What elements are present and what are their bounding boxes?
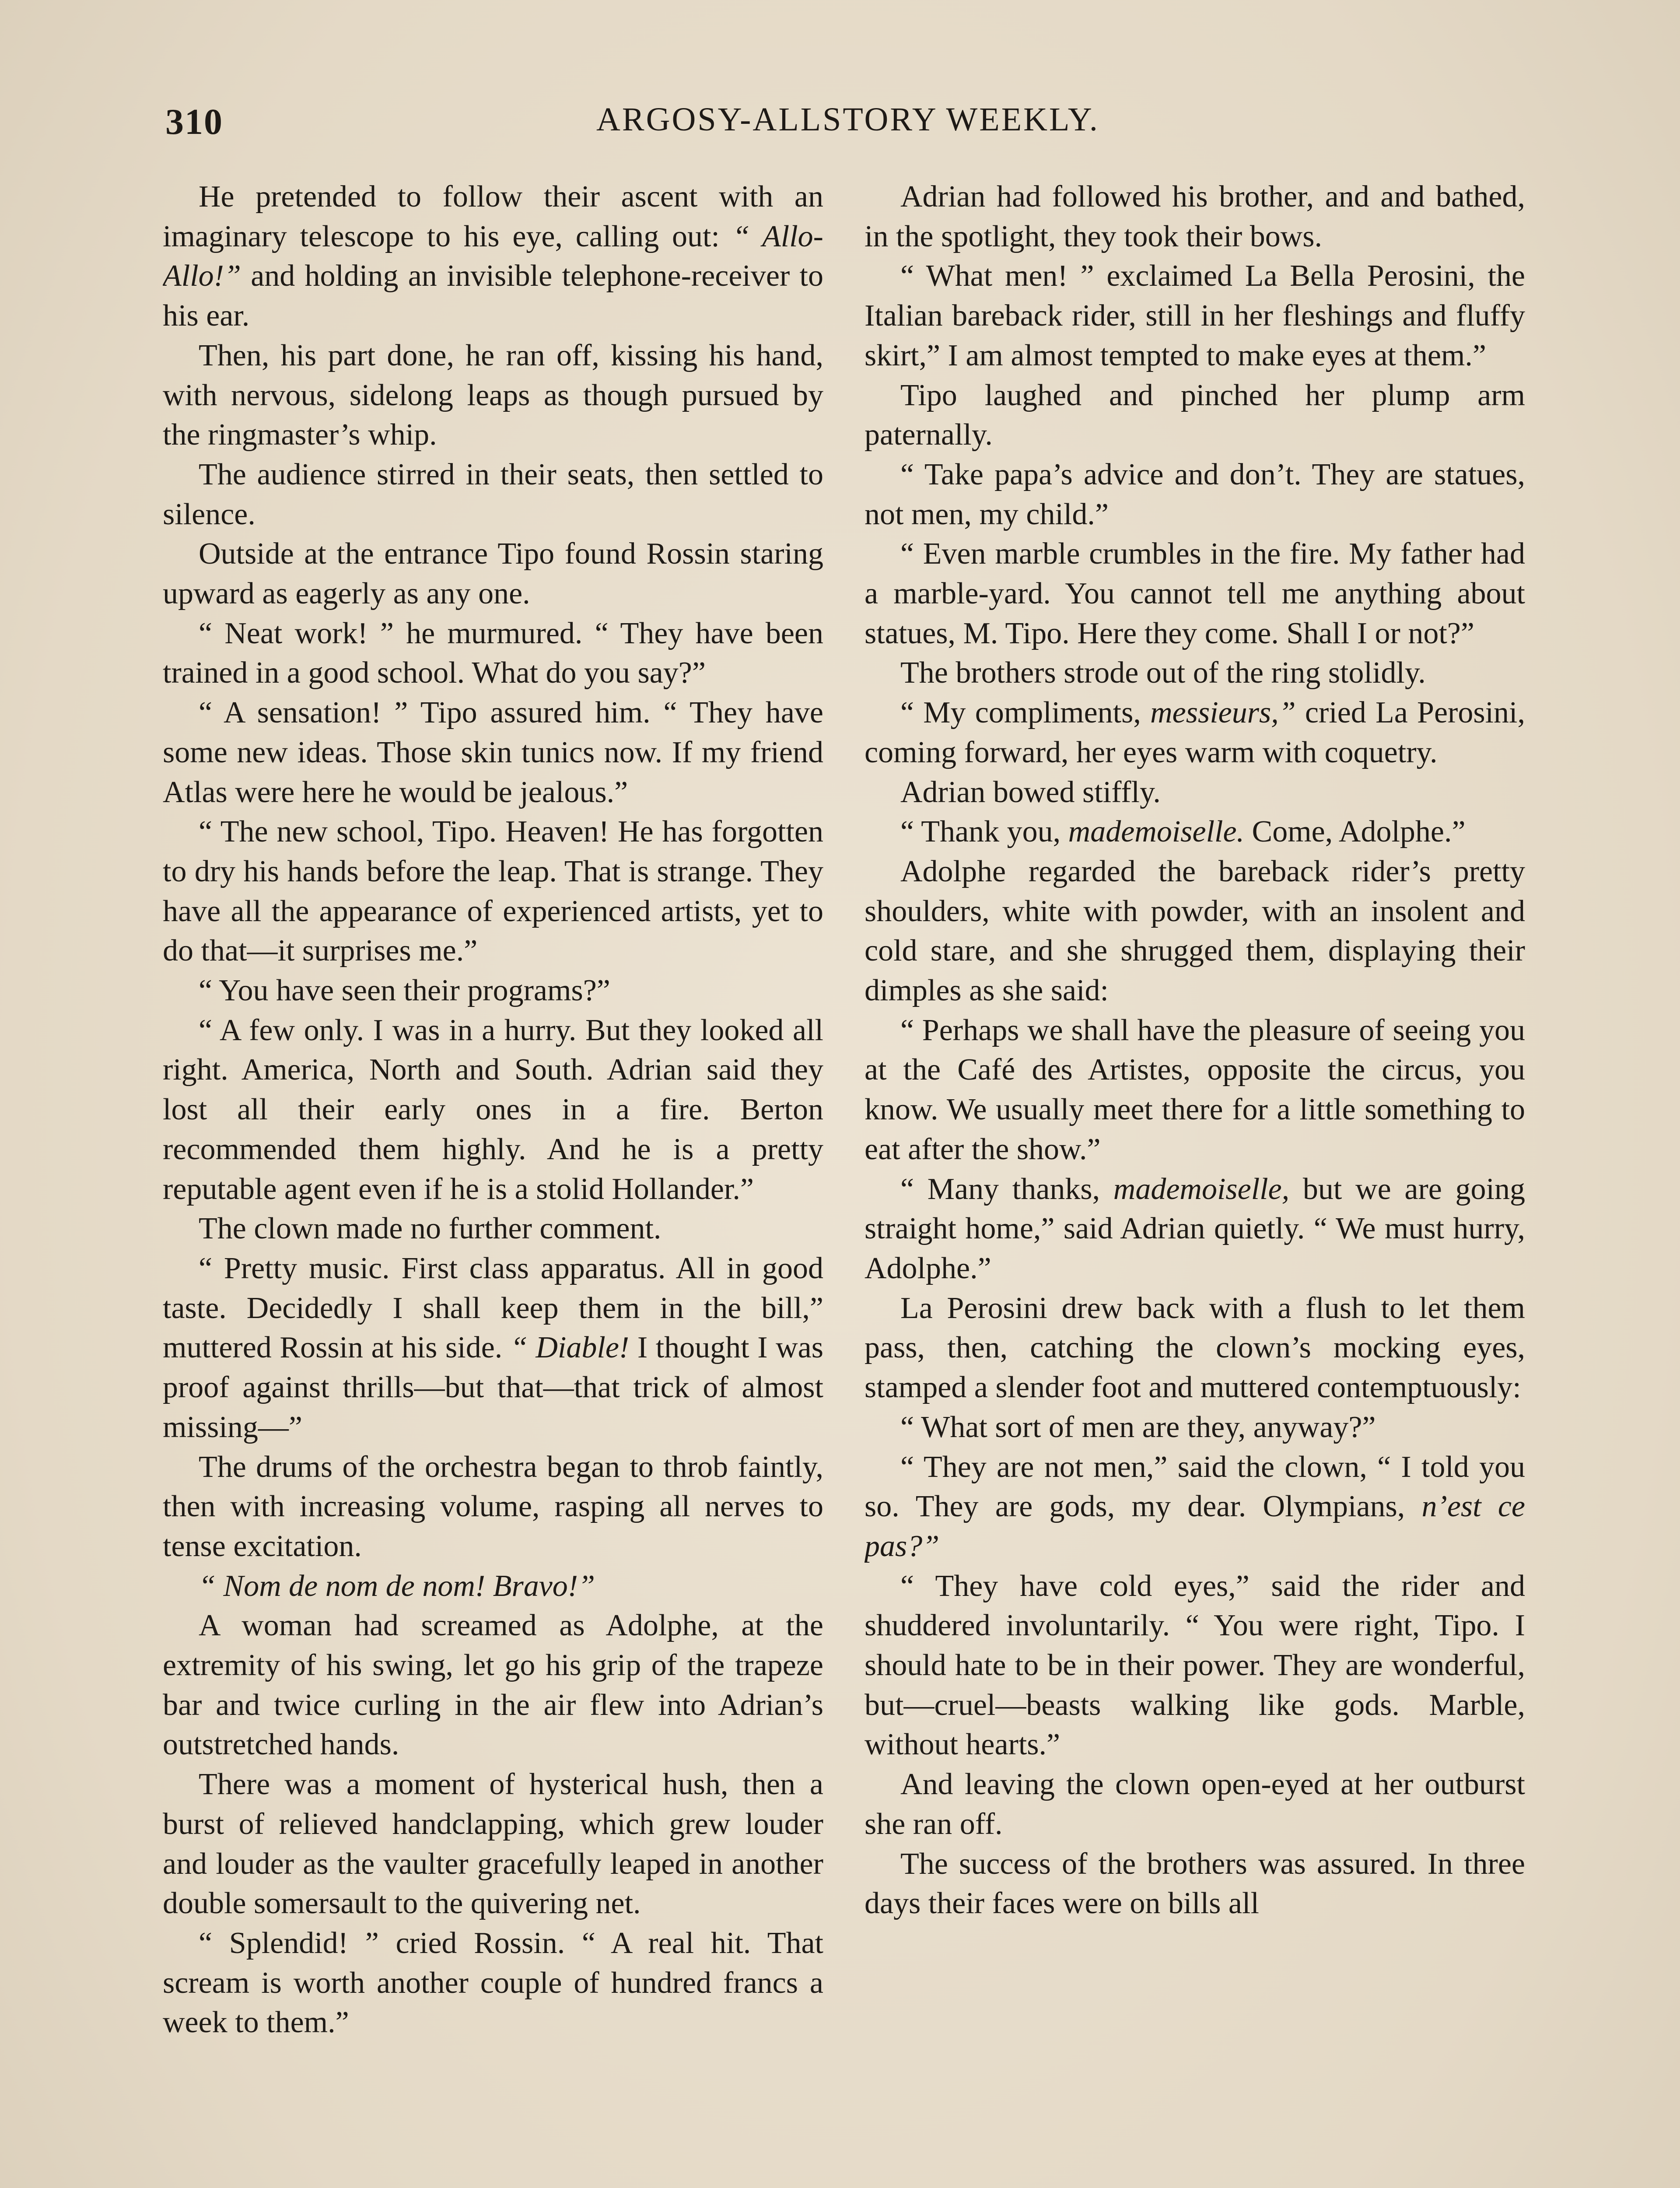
paragraph: Tipo laughed and pinched her plump arm paternally. bbox=[864, 378, 1525, 452]
paragraph: The audience stirred in their seats, then settled to silence. bbox=[163, 457, 823, 531]
paragraph: La Perosini drew back with a flush to let them pass, then, catching the clown’s mocking eyes, stamped a slender foot and muttered contemptuously: bbox=[864, 1291, 1525, 1405]
paragraph: “ You have seen their programs?” bbox=[199, 974, 610, 1008]
paragraph: “ Perhaps we shall have the pleasure of seeing you at the Café des Artistes, opposite the circus, you know. We usually meet there for a little something to eat after the show.” bbox=[864, 1013, 1525, 1166]
paragraph: The clown made no further comment. bbox=[199, 1212, 662, 1246]
running-title: ARGOSY-ALLSTORY WEEKLY. bbox=[596, 101, 1099, 138]
paragraph: The drums of the orchestra began to throb faintly, then with increasing volume, rasping all nerves to tense excitation. bbox=[163, 1450, 823, 1563]
paragraph: And leaving the clown open-eyed at her outburst she ran off. bbox=[864, 1767, 1525, 1841]
page-number: 310 bbox=[165, 102, 223, 142]
body-text bbox=[163, 177, 1525, 2188]
page-header bbox=[165, 101, 1530, 153]
paragraph: “ Splendid! ” cried Rossin. “ A real hit. That scream is worth another couple of hundred francs a week to them.” bbox=[163, 1926, 823, 2040]
paragraph: Then, his part done, he ran off, kissing his hand, with nervous, sidelong leaps as though pursued by the ringmaster’s whip. bbox=[163, 338, 823, 452]
paragraph: Outside at the entrance Tipo found Rossin staring upward as eagerly as any one. bbox=[163, 537, 823, 611]
paragraph: “ They are not men,” said the clown, “ I told you so. They are gods, my dear. Olympians, n’est ce pas?” bbox=[864, 1450, 1525, 1563]
paragraph: “ Nom de nom de nom! Bravo!” bbox=[199, 1569, 595, 1603]
paragraph: “ What men! ” exclaimed La Bella Perosini, the Italian bareback rider, still in her fleshings and fluffy skirt,” I am almost tempted to make eyes at them.” bbox=[864, 259, 1525, 372]
paragraph: “ They have cold eyes,” said the rider and shuddered involuntarily. “ You were right, Tipo. I should hate to be in their power. They are wonderful, but—cruel—beasts walking like gods. Marble, without hearts.” bbox=[864, 1569, 1525, 1762]
paragraph: Adolphe regarded the bareback rider’s pretty shoulders, white with powder, with an insolent and cold stare, and she shrugged them, displaying their dimples as she said: bbox=[864, 854, 1525, 1008]
paragraph: He pretended to follow their ascent with an imaginary telescope to his eye, calling out: “ Allo-Allo!” and holding an invisible telephone-receiver to his ear. bbox=[163, 180, 823, 333]
paragraph: “ Take papa’s advice and don’t. They are statues, not men, my child.” bbox=[864, 457, 1525, 531]
paragraph: The brothers strode out of the ring stolidly. bbox=[900, 656, 1426, 690]
paragraph: A woman had screamed as Adolphe, at the extremity of his swing, let go his grip of the trapeze bar and twice curling in the air flew into Adrian’s outstretched hands. bbox=[163, 1609, 823, 1762]
paragraph: “ What sort of men are they, anyway?” bbox=[900, 1410, 1376, 1444]
paragraph: “ A sensation! ” Tipo assured him. “ They have some new ideas. Those skin tunics now. If my friend Atlas were here he would be jealous.” bbox=[163, 696, 823, 809]
paragraph: There was a moment of hysterical hush, then a burst of relieved handclapping, which grew louder and louder as the vaulter gracefully leaped in another double somersault to the quivering net. bbox=[163, 1767, 823, 1921]
paragraph: “ Many thanks, mademoiselle, but we are going straight home,” said Adrian quietly. “ We must hurry, Adolphe.” bbox=[864, 1172, 1525, 1285]
left-column bbox=[163, 177, 823, 2188]
paragraph: “ Pretty music. First class apparatus. All in good taste. Decidedly I shall keep them in the bill,” muttered Rossin at his side. “ Diable! I thought I was proof against thrills—but that—that trick of almost missing—” bbox=[163, 1251, 823, 1444]
paragraph: “ Thank you, mademoiselle. Come, Adolphe.” bbox=[900, 815, 1466, 849]
paragraph: Adrian had followed his brother, and and bathed, in the spotlight, they took their bows. bbox=[864, 180, 1525, 253]
paragraph: “ My compliments, messieurs,” cried La Perosini, coming forward, her eyes warm with coquetry. bbox=[864, 696, 1525, 769]
paragraph: “ Even marble crumbles in the fire. My father had a marble-yard. You cannot tell me anything about statues, M. Tipo. Here they come. Shall I or not?” bbox=[864, 537, 1525, 650]
paragraph: Adrian bowed stiffly. bbox=[900, 775, 1161, 809]
paragraph: “ A few only. I was in a hurry. But they looked all right. America, North and South. Adrian said they lost all their early ones in a fire. Berton recommended them highly. And he is a pretty reputable agent even if he is a stolid Hollander.” bbox=[163, 1013, 823, 1206]
right-column bbox=[864, 177, 1525, 2188]
paragraph: The success of the brothers was assured. In three days their faces were on bills all bbox=[864, 1847, 1525, 1921]
paragraph: “ The new school, Tipo. Heaven! He has forgotten to dry his hands before the leap. That is strange. They have all the appearance of experienced artists, yet to do that—it surprises me.” bbox=[163, 815, 823, 968]
paragraph: “ Neat work! ” he murmured. “ They have been trained in a good school. What do you say?” bbox=[163, 616, 823, 690]
